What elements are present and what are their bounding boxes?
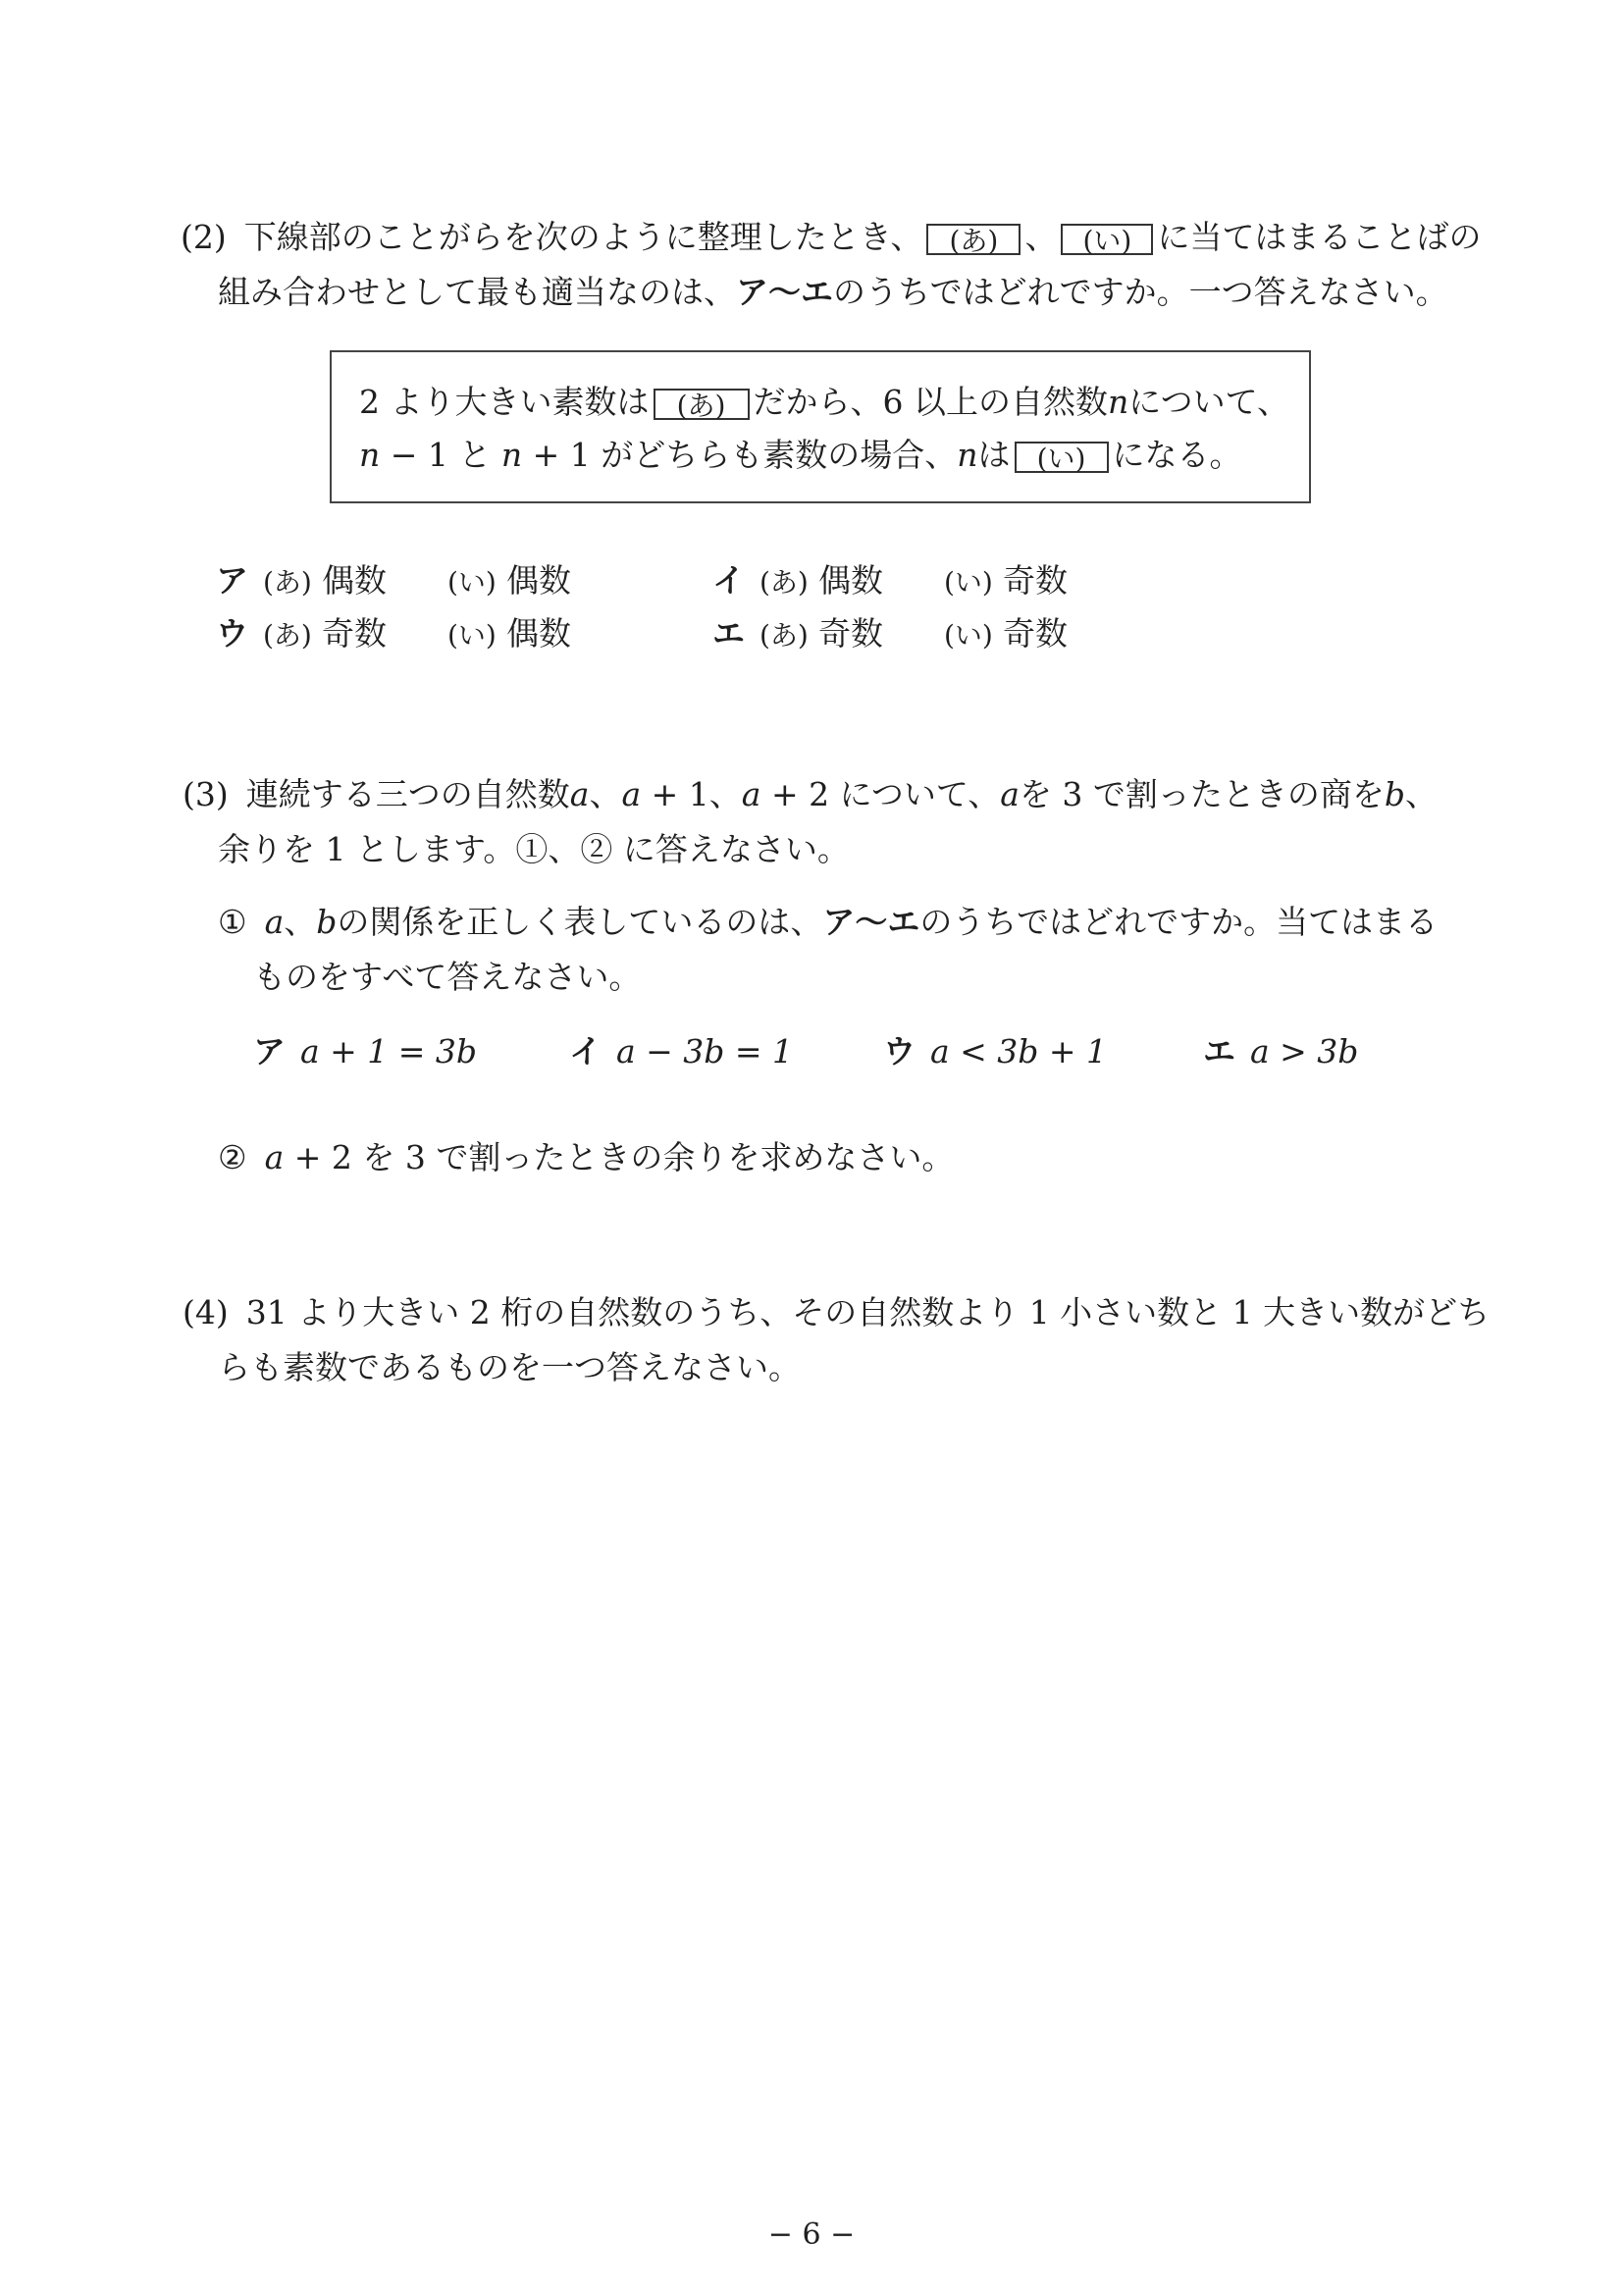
- q3-choice-label: ウ: [883, 1032, 916, 1070]
- q3-var-a: a: [264, 1138, 285, 1176]
- q2-box-text-2b: + 1 がどちらも素数の場合、: [522, 436, 958, 474]
- q2-box-blank-a: (あ): [654, 389, 750, 420]
- q4-text-1: 31 より大きい 2 桁の自然数のうち、その自然数より 1 小さい数と 1 大きい数がどち: [245, 1293, 1491, 1331]
- q2-text-2b: のうちではどれですか。一つ答えなさい。: [833, 273, 1448, 311]
- q4-line1: [183, 1293, 1490, 1332]
- page-number: − 6 −: [767, 2218, 856, 2252]
- q2-option-i-tag: (い): [447, 619, 497, 652]
- q2-box-var-n: n: [1108, 383, 1129, 421]
- q4-line2: らも素数であるものを一つ答えなさい。: [218, 1348, 801, 1386]
- q2-box-text-1c: について、: [1128, 383, 1289, 421]
- q2-box-var-n1: n: [359, 436, 381, 474]
- q3-var-a: a: [1000, 775, 1020, 813]
- q3-sub1-line1: [218, 903, 1438, 942]
- q2-option-label: ウ: [216, 614, 248, 652]
- q3-choice-expr: a < 3b + 1: [930, 1032, 1108, 1070]
- q2-option-i-val: 偶数: [506, 561, 571, 600]
- q2-option-u: [216, 614, 571, 655]
- q3-var-a: a: [569, 775, 590, 813]
- q2-text-1a: 下線部のことがらを次のように整理したとき、: [243, 218, 923, 256]
- q3-text-1c: + 1、: [641, 775, 742, 813]
- q2-option-a-val: 偶数: [322, 561, 387, 600]
- q3-number: (3): [183, 775, 229, 813]
- q2-text-1b: に当てはまることばの: [1157, 218, 1482, 256]
- q3-var-b: b: [1384, 775, 1406, 813]
- q3-var-b: b: [316, 903, 338, 941]
- q2-box-text-2d: になる。: [1112, 436, 1242, 474]
- q3-line1: [183, 775, 1438, 814]
- q3-text-1d: + 2 について、: [760, 775, 1001, 813]
- q2-box-var-n3: n: [957, 436, 978, 474]
- q3-text-1e: を 3 で割ったときの商を: [1019, 775, 1385, 813]
- q4-number: (4): [183, 1293, 229, 1331]
- q2-option-i-tag: (い): [944, 566, 993, 599]
- q2-option-i-val: 奇数: [1003, 614, 1068, 652]
- q3-choice-u: [883, 1032, 1107, 1071]
- q3-choice-label: エ: [1203, 1032, 1235, 1070]
- q3-choice-e: [1203, 1032, 1358, 1071]
- q3-sub1-text-a: 、: [284, 903, 317, 941]
- q3-sub1-text-c: のうちではどれですか。当てはまる: [919, 903, 1439, 941]
- q3-choice-expr: a − 3b = 1: [616, 1032, 794, 1070]
- q2-range: ア〜エ: [736, 273, 833, 311]
- q2-box-text-2a: − 1 と: [380, 436, 501, 474]
- q2-option-label: イ: [712, 561, 745, 600]
- q2-option-e: [712, 614, 1068, 655]
- q3-choice-expr: a + 1 = 3b: [300, 1032, 478, 1070]
- q2-option-a-val: 奇数: [818, 614, 883, 652]
- q2-number: (2): [181, 218, 227, 256]
- q2-box-blank-i: (い): [1015, 442, 1109, 473]
- q2-option-a-tag: (あ): [759, 566, 809, 599]
- q3-sub2-text: + 2 を 3 で割ったときの余りを求めなさい。: [284, 1138, 955, 1176]
- q2-option-i-val: 偶数: [506, 614, 571, 652]
- q2-blank-i: (い): [1061, 224, 1153, 255]
- q2-option-a-tag: (あ): [759, 619, 809, 652]
- q3-choice-a: [253, 1032, 477, 1071]
- q3-sub1-mark: ①: [218, 903, 247, 941]
- q3-choice-i: [569, 1032, 793, 1071]
- q2-info-box: [330, 350, 1311, 503]
- q3-var-a: a: [621, 775, 642, 813]
- q2-box-var-n2: n: [500, 436, 523, 474]
- q3-sub1-line2: ものをすべて答えなさい。: [253, 958, 642, 996]
- q3-text-1f: 、: [1405, 775, 1439, 813]
- q2-option-i-tag: (い): [944, 619, 993, 652]
- q2-option-i-tag: (い): [447, 566, 497, 599]
- q2-option-i-val: 奇数: [1003, 561, 1068, 600]
- q3-line2: 余りを 1 とします。①、② に答えなさい。: [218, 830, 850, 868]
- q3-sub2-mark: ②: [218, 1138, 247, 1176]
- q3-sub2-line: [218, 1138, 954, 1177]
- q2-option-i: [712, 561, 1068, 602]
- q2-blank-a: (あ): [926, 224, 1021, 255]
- q2-box-text-1a: 2 より大きい素数は: [359, 383, 650, 421]
- q2-option-a-val: 奇数: [322, 614, 387, 652]
- q2-text-2a: 組み合わせとして最も適当なのは、: [218, 273, 736, 311]
- q2-box-line1: [359, 383, 1289, 422]
- q2-box-line2: [359, 436, 1242, 475]
- q2-option-a: [216, 561, 571, 602]
- q3-choice-label: イ: [569, 1032, 602, 1070]
- q3-var-a: a: [741, 775, 761, 813]
- q2-option-a-val: 偶数: [818, 561, 883, 600]
- q2-option-a-tag: (あ): [263, 566, 312, 599]
- q3-text-1b: 、: [589, 775, 622, 813]
- q2-line1: [181, 218, 1481, 257]
- q2-box-text-1b: だから、6 以上の自然数: [753, 383, 1108, 421]
- q2-option-a-tag: (あ): [263, 619, 312, 652]
- q2-box-text-2c: は: [977, 436, 1011, 474]
- q2-option-label: エ: [712, 614, 745, 652]
- q3-sub1-text-b: の関係を正しく表しているのは、: [337, 903, 823, 941]
- q3-choice-label: ア: [253, 1032, 286, 1070]
- q2-line2: [218, 273, 1448, 312]
- q2-option-label: ア: [216, 561, 248, 600]
- q3-sub1-range: ア〜エ: [822, 903, 920, 941]
- q2-sep: 、: [1024, 218, 1058, 256]
- q3-choice-expr: a > 3b: [1250, 1032, 1359, 1070]
- q3-var-a: a: [264, 903, 285, 941]
- q3-text-1a: 連続する三つの自然数: [245, 775, 570, 813]
